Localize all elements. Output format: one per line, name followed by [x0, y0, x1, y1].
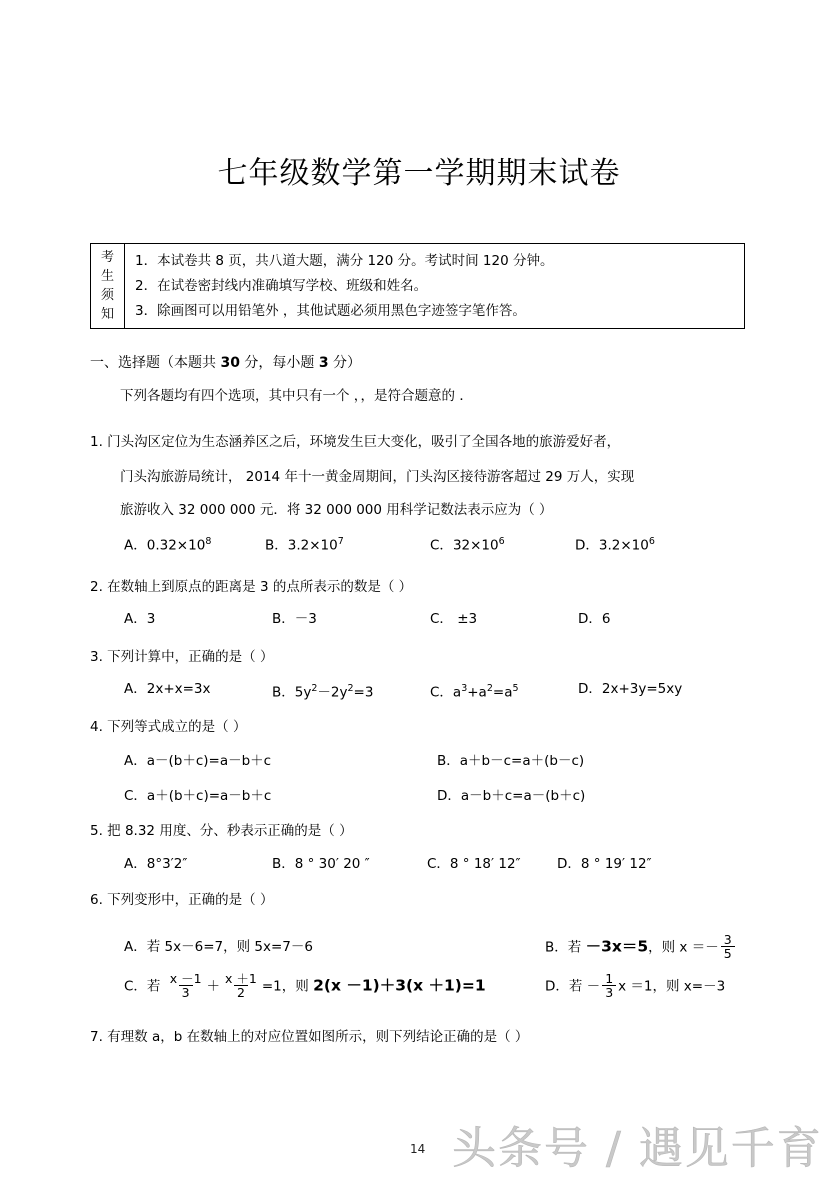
- option-b-mid: －2y: [317, 684, 348, 701]
- question-4-option-b[interactable]: B．a＋b－c=a＋(b－c): [437, 753, 585, 769]
- question-2-option-b[interactable]: B．－3: [272, 611, 317, 627]
- question-3-option-a[interactable]: A．2x+x=3x: [124, 681, 211, 697]
- notice-label-char-4: 知: [100, 307, 114, 322]
- notice-item-list: [125, 244, 744, 328]
- option-b-label: B．: [265, 537, 288, 554]
- option-b-fraction: [721, 933, 735, 960]
- notice-box-label: [91, 244, 125, 328]
- section-total-score: 30: [220, 355, 240, 371]
- page-number: 14: [410, 1142, 426, 1156]
- question-5-option-c[interactable]: C．8 ° 18′ 12″: [427, 856, 521, 872]
- option-b-pre: B．5y: [272, 684, 312, 701]
- fraction-numerator: 1: [605, 971, 614, 986]
- question-4-option-c[interactable]: C．a＋(b＋c)=a－b＋c: [124, 788, 272, 804]
- option-c-exponent-3: 5: [512, 683, 519, 694]
- question-2-option-a[interactable]: A．3: [124, 611, 156, 627]
- question-6-option-b[interactable]: [545, 934, 737, 961]
- option-d-fraction: [602, 972, 616, 999]
- question-2-option-c[interactable]: C． ±3: [430, 611, 478, 627]
- question-4-option-d[interactable]: D．a－b＋c=a－(b＋c): [437, 788, 586, 804]
- option-d-exponent: 6: [648, 536, 655, 547]
- page-title: 七年级数学第一学期期末试卷: [217, 156, 621, 191]
- option-c-exponent: 6: [498, 536, 505, 547]
- question-1-option-d[interactable]: [575, 533, 655, 555]
- question-3-option-c[interactable]: [430, 680, 519, 702]
- option-a-base: 0.32×10: [146, 537, 206, 554]
- question-2-stem: 2. 在数轴上到原点的距离是 3 的点所表示的数是（ ）: [90, 579, 413, 595]
- question-5-option-d[interactable]: D．8 ° 19′ 12″: [557, 856, 652, 872]
- option-c-exponent-2: 2: [486, 683, 493, 694]
- option-c-label: C．: [430, 537, 453, 554]
- fraction-denominator: 5: [721, 946, 735, 960]
- notice-label-char-1: 考: [100, 250, 114, 265]
- option-a-exponent: 8: [205, 536, 212, 547]
- fraction-denominator: 3: [602, 985, 616, 999]
- question-3-option-b[interactable]: [272, 680, 373, 702]
- option-d-label: D．: [575, 537, 599, 554]
- notice-item: 2．在试卷密封线内准确填写学校、班级和姓名。: [135, 277, 428, 294]
- section-each-score: 3: [318, 355, 329, 371]
- option-c-mid: =1，则: [261, 978, 314, 995]
- question-1-option-c[interactable]: [430, 533, 505, 555]
- option-b-base: 3.2×10: [287, 537, 338, 554]
- section-heading-post: 分）: [333, 355, 362, 371]
- question-4-option-a[interactable]: A．a－(b＋c)=a－b＋c: [124, 753, 272, 769]
- watermark: 头条号 / 遇见千育: [452, 1123, 823, 1174]
- question-1-stem-line-1: 1. 门头沟区定位为生态涵养区之后，环境发生巨大变化，吸引了全国各地的旅游爱好者，: [90, 434, 621, 450]
- question-3-option-d[interactable]: D．2x+3y=5xy: [578, 681, 683, 697]
- section-heading-pre: 一、选择题（本题共: [90, 355, 216, 371]
- question-5-stem: 5. 把 8.32 用度、分、秒表示正确的是（ ）: [90, 823, 353, 839]
- option-b-exponent-2: 2: [347, 683, 354, 694]
- question-5-option-b[interactable]: B．8 ° 30′ 20 ″: [272, 856, 370, 872]
- question-4-stem: 4. 下列等式成立的是（ ）: [90, 719, 247, 735]
- notice-label-char-2: 生: [100, 269, 114, 284]
- option-b-equation: －3x＝5: [585, 937, 649, 956]
- question-1-option-a[interactable]: [124, 533, 211, 555]
- notice-label-char-3: 须: [100, 288, 114, 303]
- option-c-result: 2(x －1)＋3(x ＋1)=1: [313, 976, 486, 995]
- option-b-post: =3: [353, 684, 374, 701]
- option-b-pre: B．若: [545, 939, 586, 956]
- notice-item: 1．本试卷共 8 页，共八道大题，满分 120 分。考试时间 120 分钟。: [135, 252, 554, 269]
- option-a-label: A．: [124, 537, 147, 554]
- fraction-numerator: 3: [723, 932, 732, 947]
- fraction-denominator: 2: [234, 985, 248, 999]
- question-1-stem-line-2: 门头沟旅游局统计， 2014 年十一黄金周期间，门头沟区接待游客超过 29 万人，实现: [120, 469, 635, 485]
- option-b-exponent: 7: [337, 536, 344, 547]
- fraction-numerator: x ＋1: [225, 971, 257, 986]
- option-c-exponent-1: 3: [461, 683, 468, 694]
- notice-box: [90, 243, 745, 329]
- question-6-option-c[interactable]: [124, 973, 486, 1000]
- option-c-fraction-1: [167, 972, 205, 999]
- option-c-pre: C．若: [124, 978, 165, 995]
- fraction-denominator: 3: [179, 985, 193, 999]
- option-d-pre: D．若 －: [545, 978, 601, 995]
- question-6-option-a[interactable]: A．若 5x－6=7，则 5x=7－6: [124, 939, 313, 955]
- option-d-post: x ＝1，则 x=－3: [618, 978, 726, 995]
- option-b-mid: ，则 x ＝－: [648, 939, 719, 956]
- question-2-option-d[interactable]: D．6: [578, 611, 611, 627]
- question-5-option-a[interactable]: A．8°3′2″: [124, 856, 188, 872]
- section-instruction: 下列各题均有四个选项，其中只有一个 ，，是符合题意的 ．: [120, 388, 473, 404]
- question-1-stem-line-3: 旅游收入 32 000 000 元．将 32 000 000 用科学记数法表示应为（ ）: [120, 502, 553, 518]
- section-heading-mid: 分，每小题: [244, 355, 315, 371]
- option-c-post: =a: [492, 684, 513, 701]
- option-c-pre: C．a: [430, 684, 462, 701]
- fraction-numerator: x －1: [169, 971, 202, 986]
- question-7-stem: 7. 有理数 a，b 在数轴上的对应位置如图所示，则下列结论正确的是（ ）: [90, 1029, 529, 1045]
- notice-item: 3．除画图可以用铅笔外 ，其他试题必须用黑色字迹签字笔作答。: [135, 302, 526, 319]
- option-b-exponent-1: 2: [311, 683, 318, 694]
- question-1-option-b[interactable]: [265, 533, 344, 555]
- option-c-mid: +a: [467, 684, 487, 701]
- option-c-plus: ＋: [206, 978, 221, 995]
- question-6-stem: 6. 下列变形中，正确的是（ ）: [90, 892, 274, 908]
- question-3-stem: 3. 下列计算中，正确的是（ ）: [90, 649, 274, 665]
- section-heading: [90, 354, 361, 372]
- option-c-fraction-2: [222, 972, 260, 999]
- option-c-base: 32×10: [452, 537, 499, 554]
- option-d-base: 3.2×10: [598, 537, 649, 554]
- question-6-option-d[interactable]: [545, 973, 725, 1000]
